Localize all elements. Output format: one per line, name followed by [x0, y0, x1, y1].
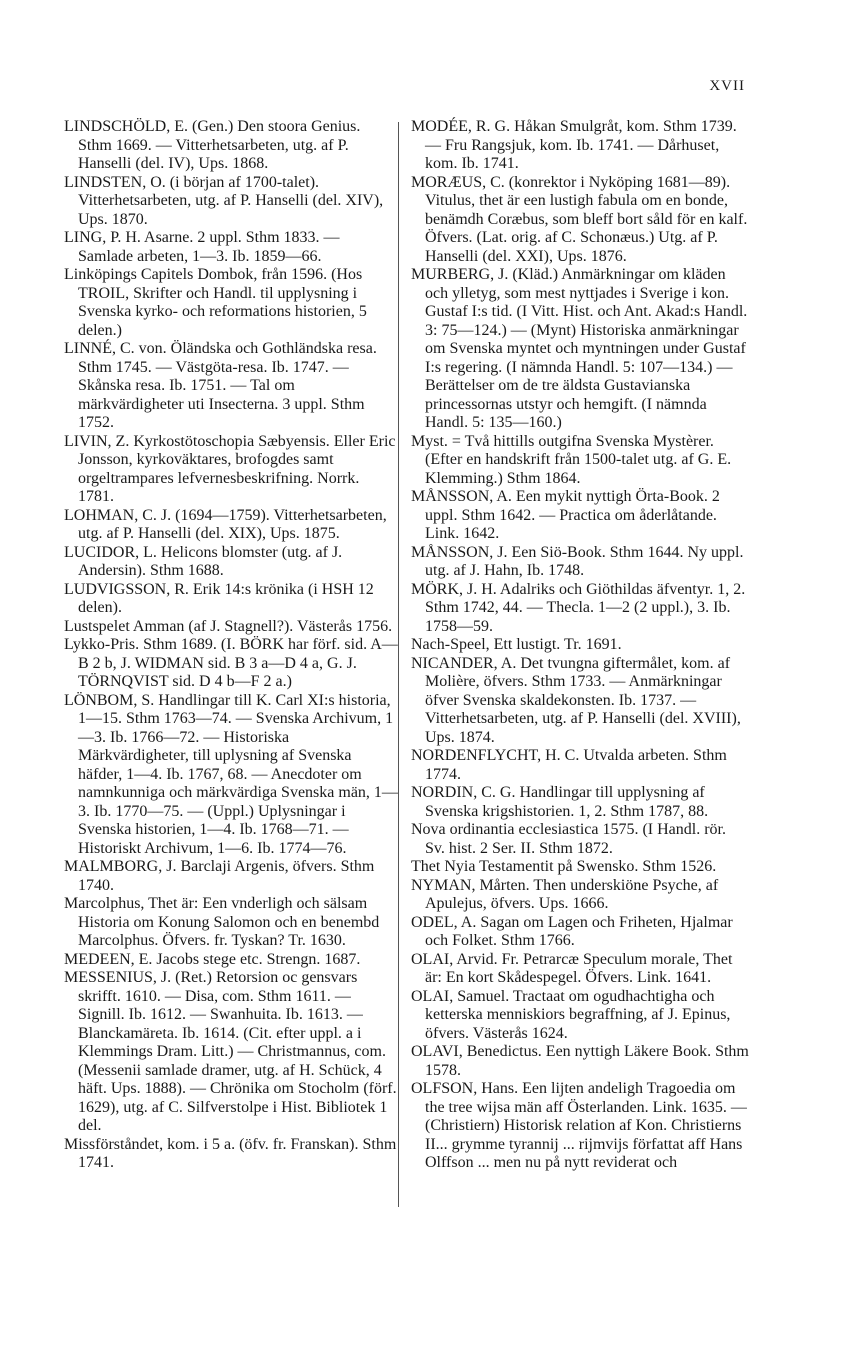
right-column-entry: MORÆUS, C. (konrektor i Nyköping 1681—89). Vitulus, thet är een lustigh fabula om en bonde, benämdh Coræbus, som bleff bort såld för en kalf. Öfvers. (Lat. orig. af C. Schonæus.) Utg. af P. Hanselli (del. XXI), Ups. 1876.: [411, 173, 748, 265]
right-column-entry: OLAI, Samuel. Tractaat om ogudhachtigha och ketterska menniskiors begraffning, af J. Epinus, öfvers. Västerås 1624.: [411, 987, 731, 1042]
right-column-entry: NORDIN, C. G. Handlingar till upplysning af Svenska krigshistorien. 1, 2. Sthm 1787, 88.: [411, 784, 709, 820]
left-column-entry: MALMBORG, J. Barclaji Argenis, öfvers. Sthm 1740.: [64, 858, 375, 894]
left-column: [64, 118, 398, 1173]
right-column-entry: MODÉE, R. G. Håkan Smulgråt, kom. Sthm 1739. — Fru Rangsjuk, kom. Ib. 1741. — Dårhuset, kom. Ib. 1741.: [411, 118, 737, 172]
left-column-entry: LUCIDOR, L. Helicons blomster (utg. af J. Andersin). Sthm 1688.: [64, 543, 343, 579]
right-column-entry: OLAI, Arvid. Fr. Petrarcæ Speculum morale, Thet är: En kort Skådespegel. Öfvers. Link. 1641.: [411, 950, 733, 986]
right-column: [411, 118, 749, 1173]
left-column-entry: Linköpings Capitels Dombok, från 1596. (Hos TROIL, Skrifter och Handl. til upplysning i Svenska kyrko- och reformations historien, 5 delen.): [64, 266, 367, 339]
left-column-entry: LINDSTEN, O. (i början af 1700-talet). Vitterhetsarbeten, utg. af P. Hanselli (del. XIV), Ups. 1870.: [64, 173, 384, 228]
right-column-entry: OLFSON, Hans. Een lijten andeligh Tragoedia om the tree wijsa män aff Österlanden. Link. 1635. — (Christiern) Historisk relation af Kon. Christierns II... grymme tyrannij ... rijmvijs författat aff Hans Olffson ... men nu på nytt reviderat och: [411, 1080, 747, 1171]
left-column-entry: LIVIN, Z. Kyrkostötoschopia Sæbyensis. Eller Eric Jonsson, kyrkoväktares, brofogdes samt orgeltrampares lefvernesbeskrifning. Norrk. 1781.: [64, 432, 396, 505]
left-column-entry: MEDEEN, E. Jacobs stege etc. Strengn. 1687.: [64, 950, 361, 968]
left-column-entry: Lykko-Pris. Sthm 1689. (I. BÖRK har förf. sid. A—B 2 b, J. WIDMAN sid. B 3 a—D 4 a, G. J. TÖRNQVIST sid. D 4 b—F 2 a.): [64, 636, 398, 690]
left-column-entry: LINDSCHÖLD, E. (Gen.) Den stoora Genius. Sthm 1669. — Vitterhetsarbeten, utg. af P. Hanselli (del. IV), Ups. 1868.: [64, 118, 361, 172]
right-column-entry: Thet Nyia Testamentit på Swensko. Sthm 1526.: [411, 858, 717, 875]
column-divider: [398, 122, 399, 1207]
left-column-entry: LUDVIGSSON, R. Erik 14:s krönika (i HSH 12 delen).: [64, 580, 374, 616]
left-column-entry: Lustspelet Amman (af J. Stagnell?). Västerås 1756.: [64, 617, 393, 635]
right-column-entry: Nova ordinantia ecclesiastica 1575. (I Handl. rör. Sv. hist. 2 Ser. II. Sthm 1872.: [411, 821, 726, 857]
right-column-entry: MÅNSSON, J. Een Siö-Book. Sthm 1644. Ny uppl. utg. af J. Hahn, Ib. 1748.: [411, 543, 744, 579]
right-column-entry: MURBERG, J. (Kläd.) Anmärkningar om kläden och ylletyg, som mest nyttjades i Sverige i kon. Gustaf I:s tid. (I Vitt. Hist. och Ant. Akad:s Handl. 3: 75—124.) — (Mynt) Historiska anmärkningar om Svenska myntet och myntningen under Gustaf I:s regering. (I nämnda Handl. 5: 107—134.) — Berättelser om de tre äldsta Gustavianska princessornas utstyr och hemgift. (I nämnda Handl. 5: 135—160.): [411, 266, 748, 431]
page-number: XVII: [709, 78, 745, 94]
right-column-entry: MÅNSSON, A. Een mykit nyttigh Örta-Book. 2 uppl. Sthm 1642. — Practica om åderlåtande. Link. 1642.: [411, 488, 720, 542]
right-column-entry: NYMAN, Mårten. Then underskiöne Psyche, af Apulejus, öfvers. Ups. 1666.: [411, 876, 719, 912]
left-column-entry: Marcolphus, Thet är: Een vnderligh och sälsam Historia om Konung Salomon och en benembd Marcolphus. Öfvers. fr. Tyskan? Tr. 1630.: [64, 895, 380, 949]
left-column-entry: Missförståndet, kom. i 5 a. (öfv. fr. Franskan). Sthm 1741.: [64, 1135, 397, 1171]
left-column-entry: LINNÉ, C. von. Öländska och Gothländska resa. Sthm 1745. — Västgöta-resa. Ib. 1747. — Skånska resa. Ib. 1751. — Tal om märkvärdigheter uti Insecterna. 3 uppl. Sthm 1752.: [64, 340, 377, 431]
left-column-entry: LOHMAN, C. J. (1694—1759). Vitterhetsarbeten, utg. af P. Hanselli (del. XIX), Ups. 1875.: [64, 506, 387, 542]
left-column-entry: LÖNBOM, S. Handlingar till K. Carl XI:s historia, 1—15. Sthm 1763—74. — Svenska Archivum, 1—3. Ib. 1766—72. — Historiska Märkvärdigheter, till uplysning af Svenska häfder, 1—4. Ib. 1767, 68. — Anecdoter om namnkunniga och märkvärdiga Svenska män, 1—3. Ib. 1770—75. — (Uppl.) Uplysningar i Svenska historien, 1—4. Ib. 1768—71. — Historiskt Archivum, 1—6. Ib. 1774—76.: [64, 691, 398, 857]
right-column-entry: NICANDER, A. Det tvungna giftermålet, kom. af Molière, öfvers. Sthm 1733. — Anmärkningar öfver Svenska skaldekonsten. Ib. 1737. — Vitterhetsarbeten, utg. af P. Hanselli (del. XVIII), Ups. 1874.: [411, 654, 741, 746]
right-column-entry: OLAVI, Benedictus. Een nyttigh Läkere Book. Sthm 1578.: [411, 1043, 749, 1079]
right-column-entry: MÖRK, J. H. Adalriks och Giöthildas äfventyr. 1, 2. Sthm 1742, 44. — Thecla. 1—2 (2 uppl.), 3. Ib. 1758—59.: [411, 580, 746, 635]
left-column-entry: MESSENIUS, J. (Ret.) Retorsion oc gensvars skrifft. 1610. — Disa, com. Sthm 1611. — Signill. Ib. 1612. — Swanhuita. Ib. 1613. — Blanckamäreta. Ib. 1614. (Cit. efter uppl. a i Klemmings Dram. Litt.) — Christmannus, com. (Messenii samlade dramer, utg. af H. Schück, 4 häft. Ups. 1888). — Chrönika om Stocholm (förf. 1629), utg. af C. Silfverstolpe i Hist. Bibliotek 1 del.: [64, 969, 397, 1134]
right-column-entry: Myst. = Två hittills outgifna Svenska Mystèrer. (Efter en handskrift från 1500-talet utg. af G. E. Klemming.) Sthm 1864.: [411, 432, 732, 487]
left-column-entry: LING, P. H. Asarne. 2 uppl. Sthm 1833. — Samlade arbeten, 1—3. Ib. 1859—66.: [64, 229, 340, 265]
right-column-entry: ODEL, A. Sagan om Lagen och Friheten, Hjalmar och Folket. Sthm 1766.: [411, 913, 733, 949]
right-column-entry: Nach-Speel, Ett lustigt. Tr. 1691.: [411, 636, 622, 653]
right-column-entry: NORDENFLYCHT, H. C. Utvalda arbeten. Sthm 1774.: [411, 747, 727, 783]
